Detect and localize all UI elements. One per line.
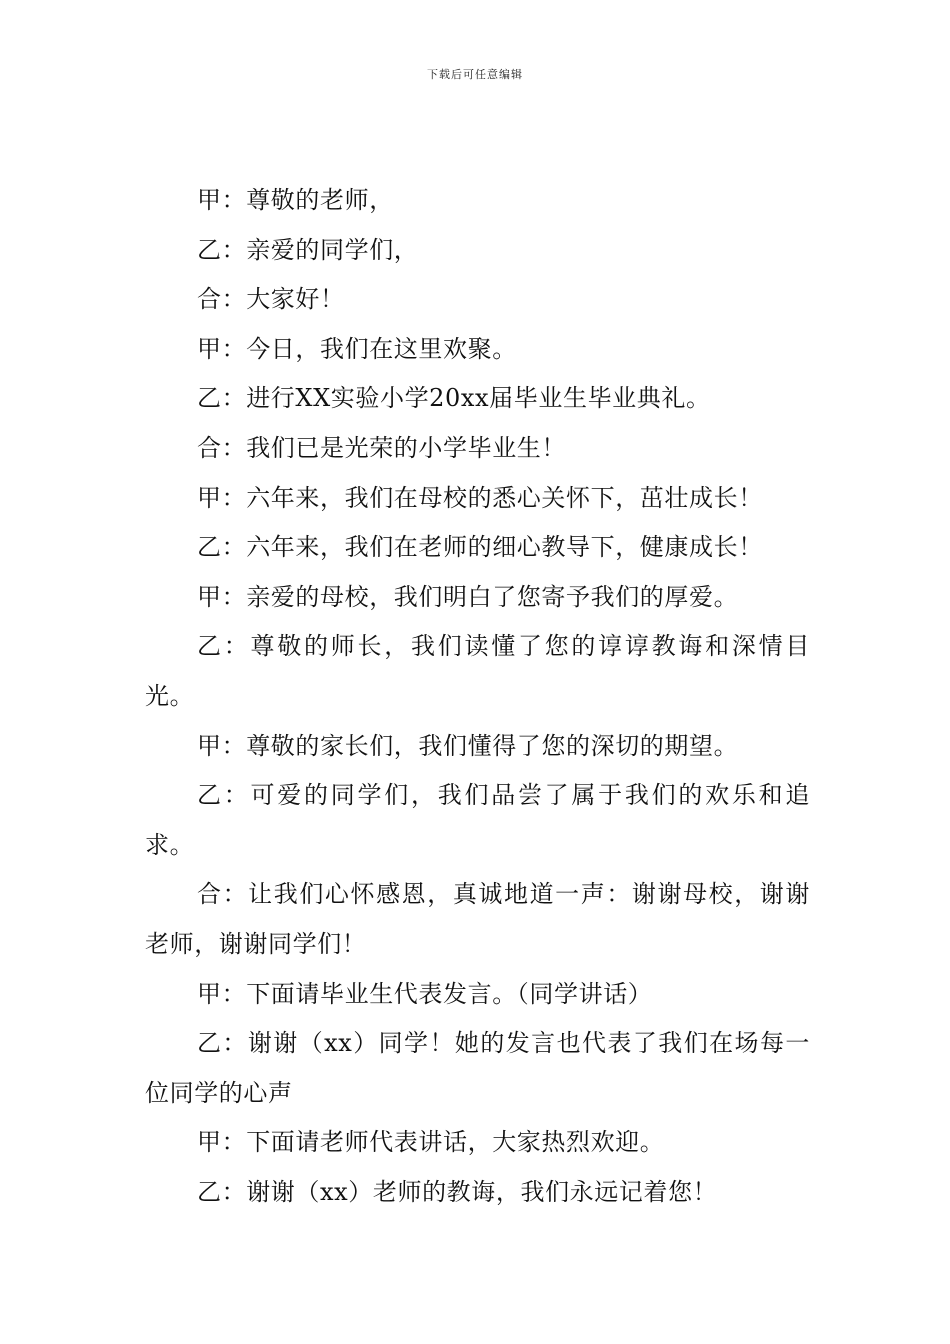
paragraph: 甲：下面请老师代表讲话，大家热烈欢迎。 xyxy=(197,1128,665,1157)
paragraph: 甲：六年来，我们在母校的悉心关怀下，茁壮成长！ xyxy=(197,483,763,512)
paragraph: 合：让我们心怀感恩，真诚地道一声：谢谢母校，谢谢老师，谢谢同学们！ xyxy=(145,880,810,958)
document-body xyxy=(145,176,810,1217)
paragraph: 乙：可爱的同学们，我们品尝了属于我们的欢乐和追求。 xyxy=(145,781,810,859)
paragraph: 乙：亲爱的同学们， xyxy=(197,235,419,264)
paragraph: 乙：谢谢（xx）老师的教诲，我们永远记着您！ xyxy=(197,1177,718,1206)
paragraph: 乙：尊敬的师长，我们读懂了您的谆谆教诲和深情目光。 xyxy=(145,632,810,710)
paragraph: 甲：亲爱的母校，我们明白了您寄予我们的厚爱。 xyxy=(197,582,739,611)
paragraph: 甲：今日，我们在这里欢聚。 xyxy=(197,334,517,363)
paragraph: 甲：尊敬的老师， xyxy=(197,186,394,214)
page-header: 下载后可任意编辑 xyxy=(427,68,523,81)
paragraph: 合：我们已是光荣的小学毕业生！ xyxy=(197,433,566,462)
paragraph: 乙：谢谢（xx）同学！她的发言也代表了我们在场每一位同学的心声 xyxy=(145,1029,810,1107)
paragraph: 甲：尊敬的家长们，我们懂得了您的深切的期望。 xyxy=(197,731,739,760)
paragraph: 乙：进行XX实验小学20xx届毕业生毕业典礼。 xyxy=(197,384,711,413)
paragraph: 合：大家好！ xyxy=(197,285,345,314)
paragraph: 乙：六年来，我们在老师的细心教导下，健康成长！ xyxy=(197,533,763,562)
paragraph: 甲：下面请毕业生代表发言。（同学讲话） xyxy=(197,979,653,1008)
